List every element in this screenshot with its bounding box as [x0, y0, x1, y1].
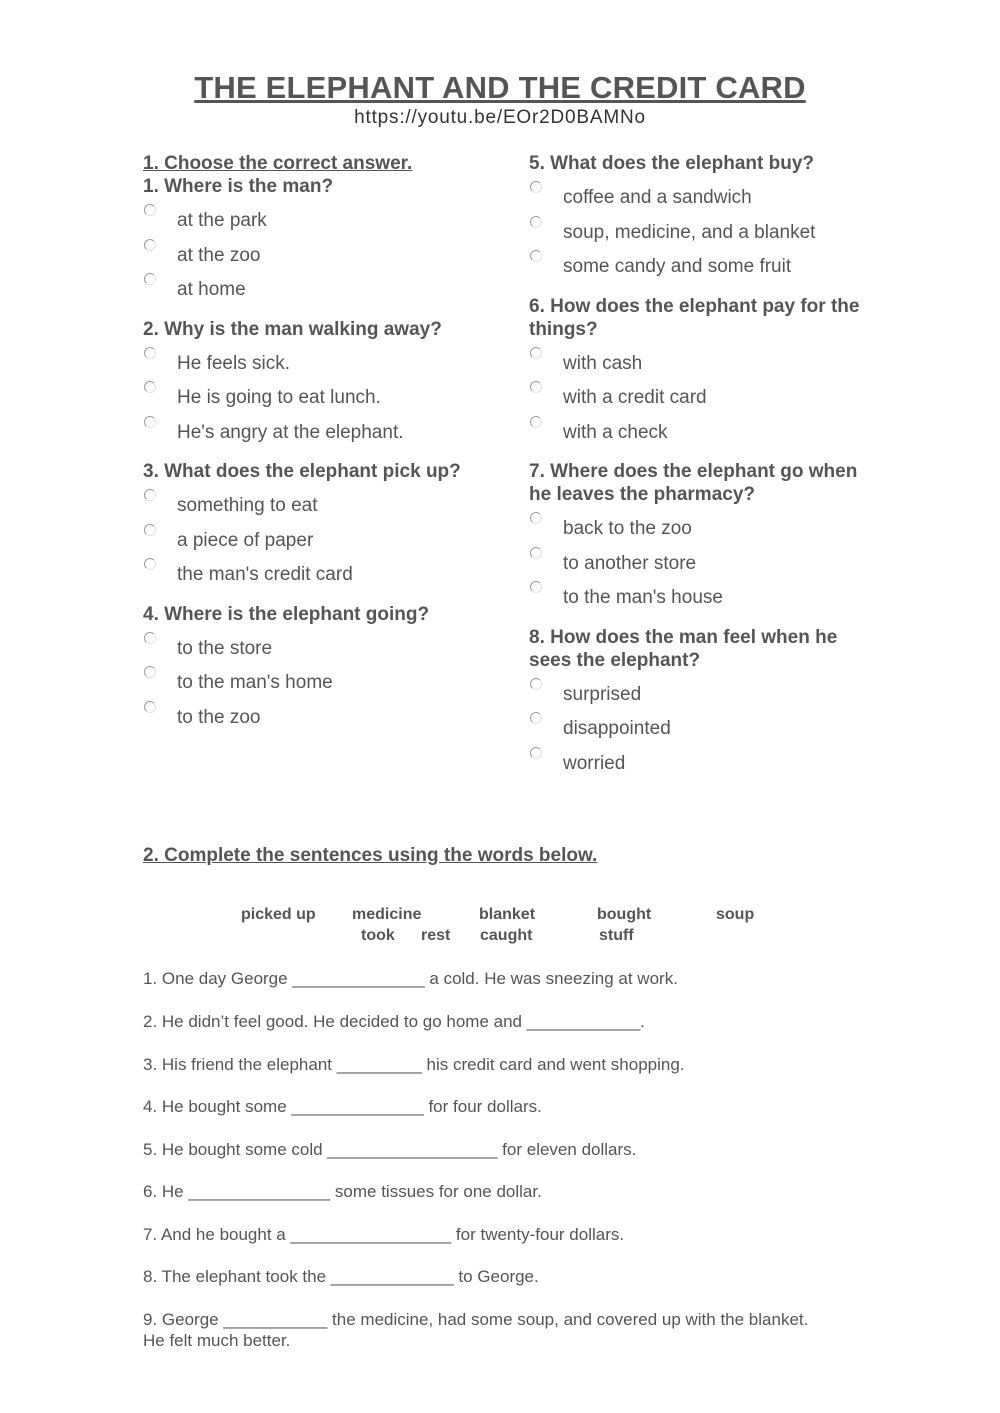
radio-button[interactable] [530, 747, 542, 759]
option-label[interactable]: soup, medicine, and a blanket [563, 221, 816, 243]
answer-option[interactable] [143, 660, 483, 695]
fill-in-sentence: 9. George ___________ the medicine, had some soup, and covered up with the blanket. He felt much better. [143, 1310, 809, 1350]
word-bank-item: soup [716, 906, 755, 923]
radio-button[interactable] [144, 273, 156, 285]
radio-button[interactable] [530, 381, 542, 393]
questions-column-right [529, 152, 869, 791]
radio-button[interactable] [144, 524, 156, 536]
radio-button[interactable] [530, 547, 542, 559]
radio-button[interactable] [144, 347, 156, 359]
question-text: 1. Where is the man? [143, 176, 334, 197]
fill-in-sentence: 4. He bought some ______________ for four dollars. [143, 1097, 542, 1116]
section1-heading: 1. Choose the correct answer. [143, 153, 413, 174]
answer-option[interactable] [529, 375, 869, 410]
section2-heading: 2. Complete the sentences using the words below. [143, 845, 598, 866]
fill-in-sentence: 5. He bought some cold __________________ for eleven dollars. [143, 1140, 637, 1159]
question-5 [529, 152, 869, 279]
answer-option[interactable] [529, 506, 869, 541]
option-label[interactable]: to the man's house [563, 587, 723, 608]
radio-button[interactable] [144, 381, 156, 393]
answer-option[interactable] [529, 541, 869, 576]
answer-option[interactable] [529, 410, 869, 445]
question-6 [529, 295, 869, 445]
word-bank-item: stuff [599, 927, 634, 944]
answer-option[interactable] [143, 341, 483, 376]
answer-option[interactable] [143, 483, 483, 518]
option-label[interactable]: He's angry at the elephant. [177, 421, 404, 443]
question-8 [529, 626, 869, 776]
question-text: 8. How does the man feel when he sees the elephant? [529, 626, 838, 671]
option-label[interactable]: some candy and some fruit [563, 256, 792, 277]
word-bank-item: picked up [241, 906, 316, 923]
question-4 [143, 603, 483, 730]
question-1 [143, 175, 483, 302]
option-label[interactable]: to the man's home [177, 672, 333, 693]
question-text: 5. What does the elephant buy? [529, 153, 815, 174]
option-label[interactable]: to the store [177, 637, 273, 659]
radio-button[interactable] [530, 250, 542, 262]
radio-button[interactable] [530, 347, 542, 359]
question-text: 3. What does the elephant pick up? [143, 461, 461, 482]
radio-button[interactable] [144, 666, 156, 678]
radio-button[interactable] [144, 416, 156, 428]
radio-button[interactable] [144, 558, 156, 570]
radio-button[interactable] [144, 632, 156, 644]
fill-in-sentence: 1. One day George ______________ a cold. He was sneezing at work. [143, 969, 678, 988]
answer-option[interactable] [143, 518, 483, 553]
option-label[interactable]: coffee and a sandwich [563, 187, 752, 208]
option-label[interactable]: back to the zoo [563, 518, 692, 539]
radio-button[interactable] [144, 239, 156, 251]
radio-button[interactable] [144, 204, 156, 216]
option-label[interactable]: to the zoo [177, 706, 261, 728]
option-label[interactable]: surprised [563, 683, 642, 705]
option-label[interactable]: with a check [563, 421, 668, 443]
radio-button[interactable] [530, 416, 542, 428]
option-label[interactable]: He feels sick. [177, 352, 290, 374]
option-label[interactable]: at the park [177, 210, 267, 231]
questions-column-left [143, 152, 483, 745]
option-label[interactable]: at home [177, 279, 246, 300]
radio-button[interactable] [144, 701, 156, 713]
option-label[interactable]: something to eat [177, 495, 318, 516]
word-bank-item: bought [597, 906, 652, 923]
option-label[interactable]: with cash [563, 352, 643, 374]
fill-in-sentence: 7. And he bought a _________________ for twenty-four dollars. [143, 1225, 625, 1244]
question-text: 7. Where does the elephant go when he leaves the pharmacy? [529, 461, 858, 505]
answer-option[interactable] [143, 375, 483, 410]
radio-button[interactable] [530, 181, 542, 193]
answer-option[interactable] [529, 575, 869, 610]
word-bank-item: blanket [479, 906, 536, 923]
answer-option[interactable] [529, 244, 869, 279]
answer-option[interactable] [143, 198, 483, 233]
fill-in-sentence: 8. The elephant took the _____________ to George. [143, 1267, 539, 1286]
answer-option[interactable] [143, 695, 483, 730]
answer-option[interactable] [529, 210, 869, 245]
word-bank-item: took [361, 927, 395, 944]
word-bank-item: caught [480, 927, 533, 944]
answer-option[interactable] [143, 626, 483, 661]
answer-option[interactable] [529, 706, 869, 741]
option-label[interactable]: at the zoo [177, 244, 261, 266]
fill-in-sentence: 3. His friend the elephant _________ his credit card and went shopping. [143, 1055, 685, 1074]
question-text: 6. How does the elephant pay for the things? [529, 295, 860, 340]
answer-option[interactable] [143, 552, 483, 587]
fill-in-sentence: 2. He didn’t feel good. He decided to go home and ____________. [143, 1012, 645, 1031]
option-label[interactable]: with a credit card [563, 387, 707, 408]
option-label[interactable]: He is going to eat lunch. [177, 387, 381, 408]
option-label[interactable]: the man's credit card [177, 564, 353, 585]
fill-in-sentence: 6. He _______________ some tissues for one dollar. [143, 1182, 542, 1201]
radio-button[interactable] [530, 678, 542, 690]
answer-option[interactable] [529, 175, 869, 210]
answer-option[interactable] [529, 672, 869, 707]
answer-option[interactable] [529, 341, 869, 376]
worksheet-title: THE ELEPHANT AND THE CREDIT CARD [194, 70, 806, 105]
question-2 [143, 318, 483, 445]
answer-option[interactable] [143, 233, 483, 268]
option-label[interactable]: a piece of paper [177, 529, 314, 551]
video-link[interactable]: https://youtu.be/EOr2D0BAMNo [354, 107, 646, 128]
question-7 [529, 460, 869, 610]
answer-option[interactable] [529, 741, 869, 776]
word-bank-item: rest [421, 927, 451, 944]
answer-option[interactable] [143, 267, 483, 302]
option-label[interactable]: to another store [563, 552, 697, 574]
question-text: 2. Why is the man walking away? [143, 318, 442, 340]
option-label[interactable]: disappointed [563, 718, 671, 739]
question-3 [143, 460, 483, 587]
radio-button[interactable] [530, 512, 542, 524]
question-text: 4. Where is the elephant going? [143, 603, 430, 625]
radio-button[interactable] [530, 712, 542, 724]
answer-option[interactable] [143, 410, 483, 445]
radio-button[interactable] [530, 216, 542, 228]
radio-button[interactable] [530, 581, 542, 593]
option-label[interactable]: worried [563, 752, 626, 774]
word-bank-item: medicine [352, 906, 422, 923]
radio-button[interactable] [144, 489, 156, 501]
